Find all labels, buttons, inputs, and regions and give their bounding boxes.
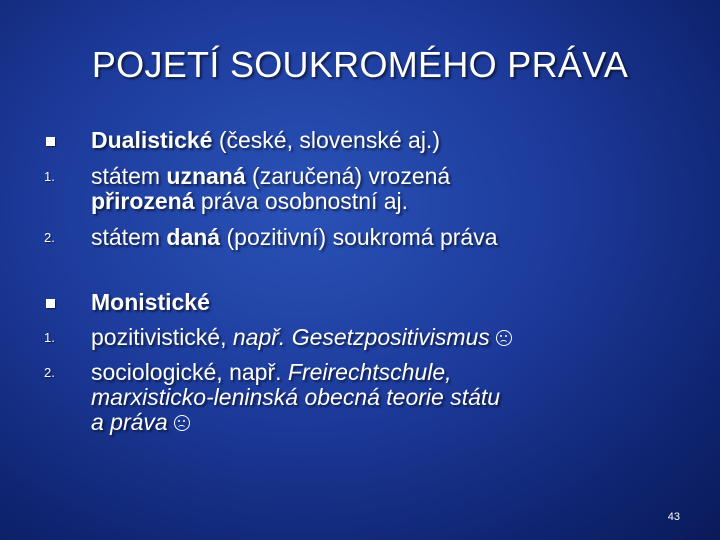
- item-text: [91, 164, 691, 214]
- heading-bold-text: Monistické: [91, 289, 210, 315]
- item-text: [91, 325, 691, 350]
- list-number: 2.: [44, 230, 55, 245]
- text-segment: (pozitivní) soukromá práva: [220, 224, 498, 250]
- bullet-square-icon: [46, 299, 55, 308]
- frown-face-icon: [496, 330, 512, 346]
- section-heading: [91, 128, 691, 153]
- section-heading: [91, 290, 691, 315]
- bold-text: daná: [166, 224, 221, 250]
- italic-text: Freirechtschule,: [287, 359, 452, 385]
- bullet-square-icon: [46, 137, 55, 146]
- italic-text: např. Gesetzpositivismus: [232, 324, 490, 350]
- italic-text: a práva: [91, 409, 168, 435]
- list-number: 1.: [44, 169, 55, 184]
- item-text: [91, 360, 691, 435]
- heading-rest-text: (české, slovenské aj.): [212, 127, 440, 153]
- text-segment: práva osobnostní aj.: [194, 188, 409, 214]
- frown-face-icon: [174, 415, 190, 431]
- bold-text: uznaná: [166, 163, 246, 189]
- heading-bold-text: Dualistické: [91, 127, 213, 153]
- list-number: 1.: [44, 330, 55, 345]
- italic-text: marxisticko-leninská obecná teorie státu: [91, 384, 501, 410]
- text-segment: státem: [91, 224, 167, 250]
- bold-text: přirozená: [91, 188, 195, 214]
- page-number: 43: [667, 511, 680, 523]
- list-number: 2.: [44, 365, 55, 380]
- text-segment: pozitivistické,: [91, 324, 233, 350]
- text-segment: sociologické, např.: [91, 359, 288, 385]
- text-segment: (zaručená) vrozená: [245, 163, 451, 189]
- item-text: [91, 225, 691, 250]
- text-segment: státem: [91, 163, 167, 189]
- slide-title: POJETÍ SOUKROMÉHO PRÁVA: [91, 44, 629, 85]
